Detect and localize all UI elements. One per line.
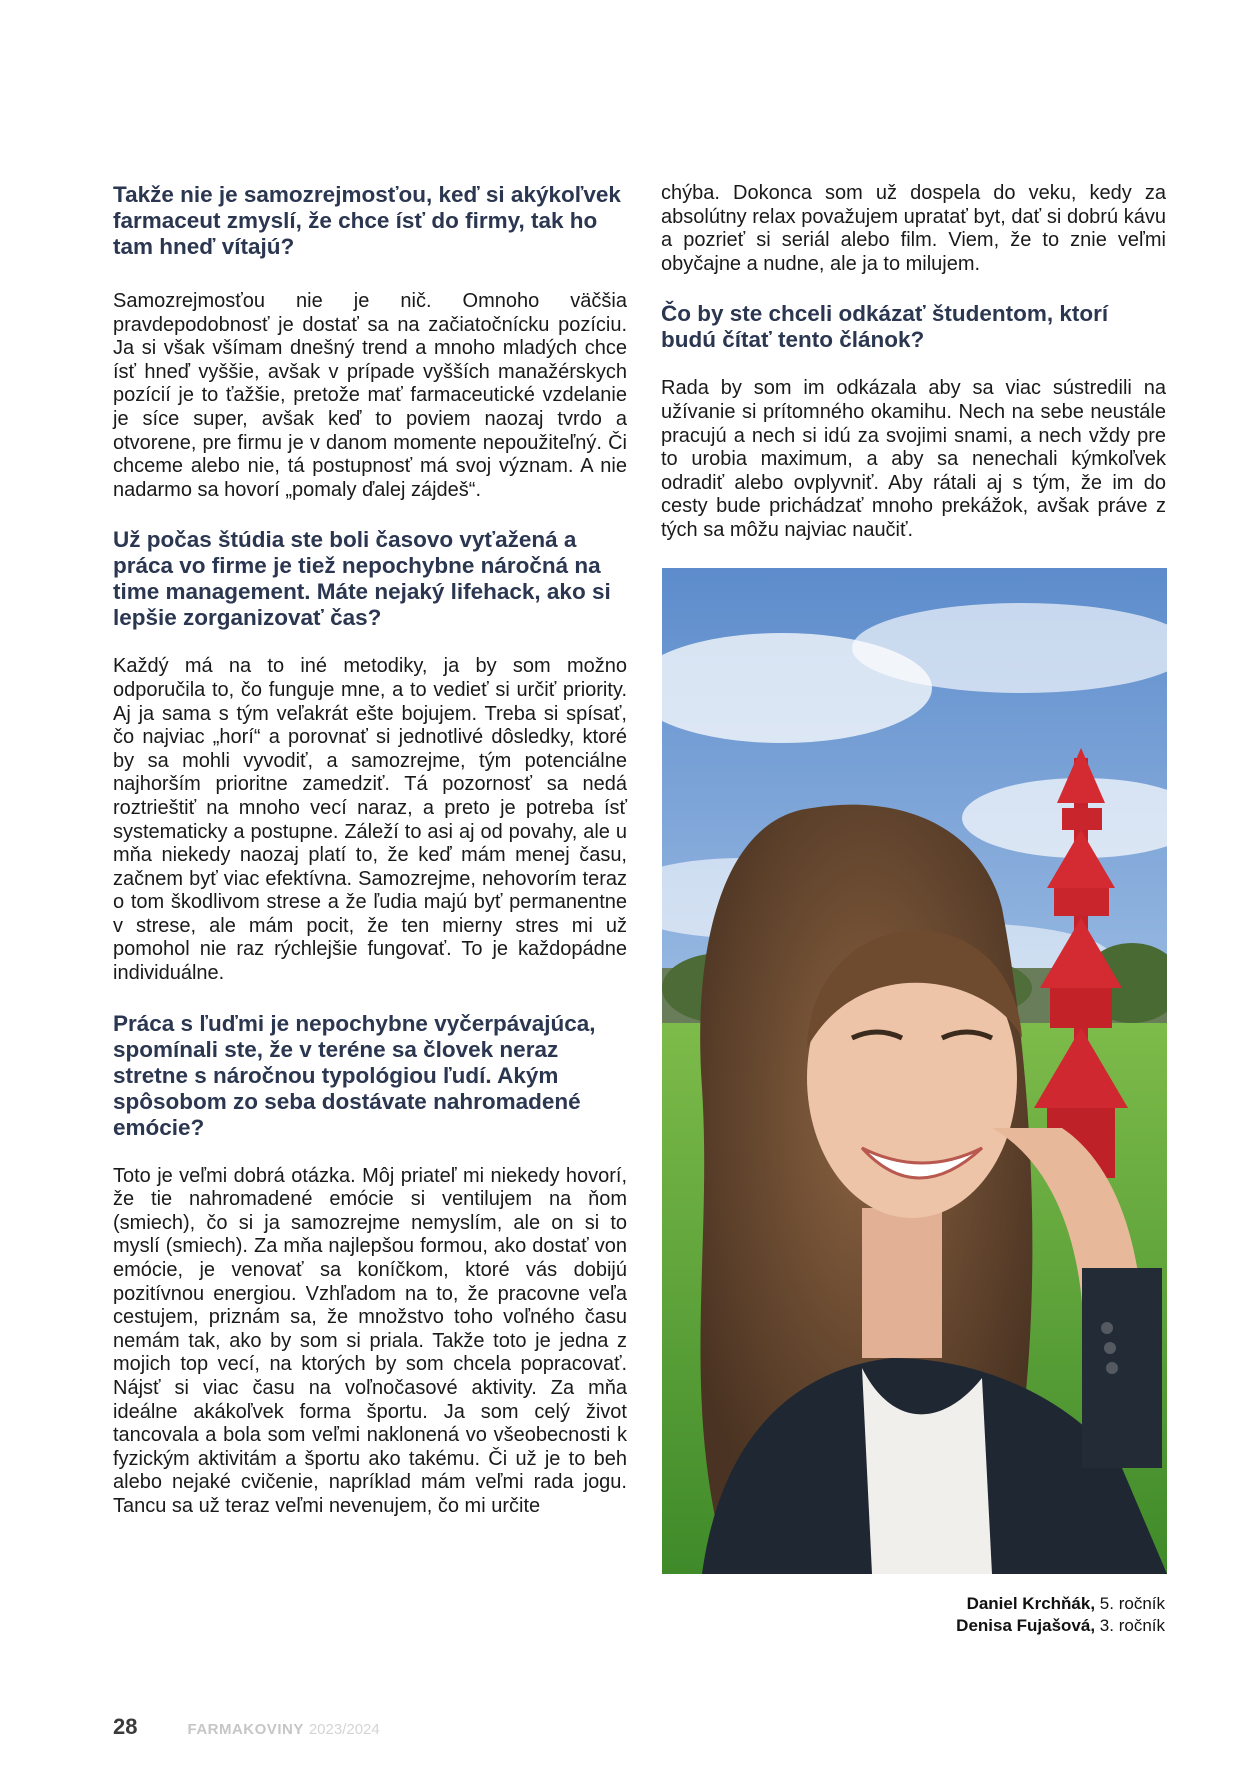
answer-paragraph: Rada by som im odkázala aby sa viac sústredili na užívanie si prítomného okamihu. Nech na sebe neustále pracujú a nech si idú za svojimi snami, a nech vždy pre to urobia maximum, a aby sa nenechali kýmkoľvek odradiť alebo ovplyvniť. Aby rátali aj s tým, že im do cesty bude prichádzať mnoho prekážok, avšak práve z tých sa môžu najviac naučiť. bbox=[661, 377, 1166, 541]
author-credits bbox=[760, 1593, 1165, 1637]
page-footer bbox=[113, 1714, 380, 1740]
question-heading: Čo by ste chceli odkázať študentom, ktorí budú čítať tento článok? bbox=[661, 301, 1109, 353]
credit-name: Daniel Krchňák, bbox=[966, 1594, 1096, 1613]
portrait-illustration bbox=[662, 568, 1167, 1574]
credit-detail: 5. ročník bbox=[1099, 1594, 1165, 1613]
magazine-year: 2023/2024 bbox=[308, 1721, 380, 1738]
answer-paragraph: Každý má na to iné metodiky, ja by som možno odporučila to, čo funguje mne, a to vedieť si určiť priority. Aj ja sama s tým veľakrát ešte bojujem. Treba si spísať, čo najviac „horí“ a porovnať si jednotlivé dôsledky, ktoré by sa mohli vyvodiť, a samozrejme, tým potenciálne najhorším prioritne zamedziť. Tá pozornosť sa nedá roztrieštiť na mnoho vecí naraz, a preto je potreba ísť systematicky a postupne. Záleží to asi aj od povahy, ale u mňa niekedy naozaj platí to, že keď mám menej času, začnem byť viac efektívna. Samozrejme, nehovorím teraz o tom škodlivom strese a že ľudia majú byť permanentne v strese, ale mám pocit, že ten mierny stres mi už pomohol nie raz rýchlejšie fungovať. To je každopádne individuálne. bbox=[113, 655, 627, 985]
answer-paragraph: Samozrejmosťou nie je nič. Omnoho väčšia pravdepodobnosť je dostať sa na začiatočnícku pozíciu. Ja si však všímam dnešný trend a mnoho mladých chce ísť hneď vyššie, avšak v prípade vyšších manažérskych pozícií je to ťažšie, pretože mať farmaceutické vzdelanie je síce super, avšak keď to poviem naozaj tvrdo a otvorene, pre firmu je v danom momente nepoužiteľný. Či chceme alebo nie, tá postupnosť má svoj význam. A nie nadarmo sa hovorí „pomaly ďalej zájdeš“. bbox=[113, 290, 627, 501]
answer-paragraph: chýba. Dokonca som už dospela do veku, kedy za absolútny relax považujem upratať byt, dať si dobrú kávu a pozrieť si seriál alebo film. Viem, že to znie veľmi obyčajne a nudne, ale ja to milujem. bbox=[661, 182, 1166, 275]
page-number: 28 bbox=[113, 1714, 138, 1739]
credit-line bbox=[760, 1615, 1165, 1637]
credit-name: Denisa Fujašová, bbox=[956, 1616, 1096, 1635]
answer-paragraph: Toto je veľmi dobrá otázka. Môj priateľ mi niekedy hovorí, že tie nahromadené emócie si ventilujem na ňom (smiech), čo si ja samozrejme nemyslím, ale on si to myslí (smiech). Za mňa najlepšou formou, ako dostať von emócie, je venovať sa koníčkom, ktoré vás dobijú pozitívnou energiou. Vzhľadom na to, že pracovne veľa cestujem, priznám sa, že množstvo toho voľného času nemám tak, ako by som si priala. Takže toto je jedna z mojich top vecí, na ktorých by som chcela popracovať. Nájsť si viac času na voľnočasové aktivity. Za mňa ideálne akákoľvek forma športu. Ja som celý život tancovala a bola som veľmi naklonená vo všeobecnosti k fyzickým aktivitám a športu ako takému. Či už je to beh alebo nejaké cvičenie, napríklad mám veľmi rada jogu. Tancu sa už teraz veľmi nevenujem, čo mi určite bbox=[113, 1164, 627, 1517]
credit-line bbox=[760, 1593, 1165, 1615]
question-heading: Takže nie je samozrejmosťou, keď si akýkoľvek farmaceut zmyslí, že chce ísť do firmy, tak ho tam hneď vítajú? bbox=[113, 182, 621, 259]
right-column bbox=[661, 182, 1166, 543]
left-column bbox=[113, 182, 627, 1519]
magazine-name: FARMAKOVINY bbox=[187, 1721, 304, 1738]
credit-detail: 3. ročník bbox=[1099, 1616, 1165, 1635]
question-heading: Už počas štúdia ste boli časovo vyťažená a práca vo firme je tiež nepochybne náročná na time management. Máte nejaký lifehack, ako si lepšie zorganizovať čas? bbox=[113, 527, 611, 631]
question-heading: Práca s ľuďmi je nepochybne vyčerpávajúca, spomínali ste, že v teréne sa človek neraz stretne s náročnou typológiou ľudí. Akým spôsobom zo seba dostávate nahromadené emócie? bbox=[113, 1010, 596, 1140]
portrait-photo bbox=[662, 568, 1167, 1574]
